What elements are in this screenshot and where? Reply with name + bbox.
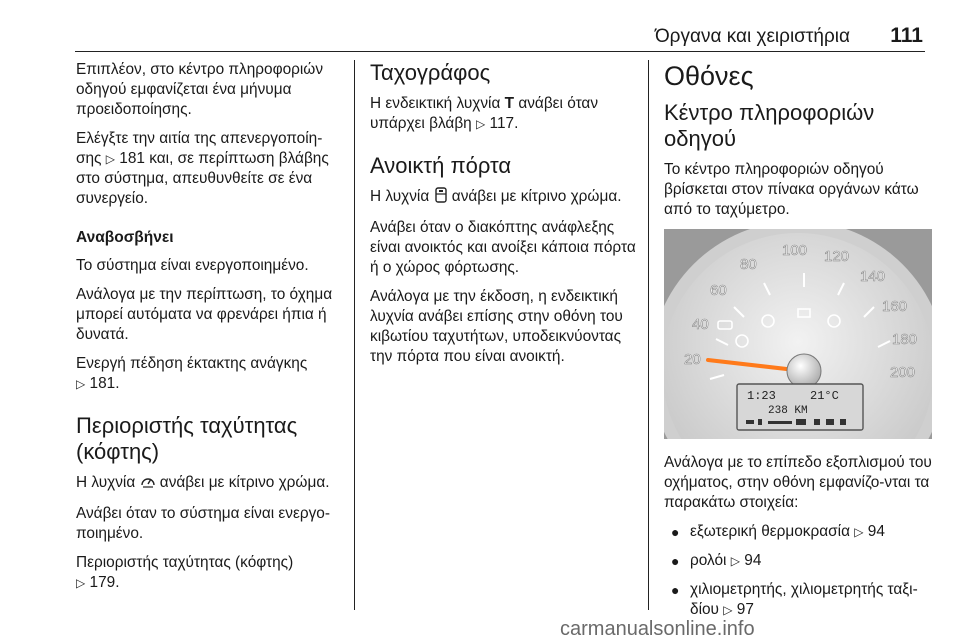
page-reference-link[interactable]: 97: [736, 601, 754, 618]
paragraph: Το κέντρο πληροφοριών οδηγού βρίσκεται στον πίνακα οργάνων κάτω από το ταχύμετρο.: [664, 161, 919, 218]
display-odometer: 238 KM: [768, 405, 808, 417]
display-temperature: 21°C: [810, 389, 839, 403]
tachograph-icon: T: [504, 95, 515, 112]
page-number: 111: [890, 24, 923, 47]
speed-label: 140: [860, 268, 886, 285]
reference-arrow-icon: ▷: [476, 117, 486, 131]
paragraph: Ανάλογα με την έκδοση, η ενδεικτική λυχνία ανάβει επίσης στην οθόνη του κιβωτίου ταχυτήτων, υποδεικνύοντας την πόρτα που είναι ανοικτή.: [370, 288, 623, 365]
header-rule: [75, 51, 925, 52]
paragraph: Ανάβει όταν ο διακόπτης ανάφλεξης είναι ανοικτός και ανοίξει κάποια πόρτα ή ο χώρος φόρτωσης.: [370, 219, 636, 276]
page-reference-link[interactable]: 179.: [89, 574, 120, 591]
list-item: ● εξωτερική θερμοκρασία ▷ 94: [671, 523, 885, 540]
column-right: [664, 60, 932, 629]
speed-label: 200: [890, 364, 916, 381]
speed-label: 40: [692, 316, 709, 333]
paragraph: Η λυχνία ανάβει με κίτρινο χρώμα.: [370, 187, 638, 209]
speed-label: 80: [740, 256, 757, 273]
page-reference-link[interactable]: 94: [744, 552, 762, 569]
list-item: ● ρολόι ▷ 94: [671, 552, 762, 569]
reference-arrow-icon: ▷: [723, 603, 733, 617]
paragraph: Ανάλογα με το επίπεδο εξοπλισμού του οχήματος, στην οθόνη εμφανίζο-νται τα παρακάτω στοιχεία:: [664, 454, 932, 511]
speed-label: 120: [824, 248, 850, 265]
bullet-icon: ●: [671, 524, 680, 540]
page-reference-link[interactable]: 181.: [89, 375, 120, 392]
speed-label: 60: [710, 282, 727, 299]
paragraph: Το σύστημα είναι ενεργοποιημένο.: [76, 257, 309, 274]
display-status-icons: [746, 419, 846, 425]
paragraph: Περιοριστής ταχύτητας (κόφτης) ▷ 179.: [76, 554, 294, 591]
reference-arrow-icon: ▷: [730, 554, 740, 568]
paragraph: Ενεργή πέδηση έκτακτης ανάγκης ▷ 181.: [76, 355, 308, 392]
page-header: [0, 22, 960, 52]
section-heading: Ανοικτή πόρτα: [370, 153, 512, 178]
paragraph: Ελέγξτε την αιτία της απενεργοποίη-σης ▷ 181 και, σε περίπτωση βλάβης στο σύστημα, απευθυνθείτε σε ένα συνεργείο.: [76, 130, 329, 207]
reference-arrow-icon: ▷: [854, 525, 864, 539]
page-reference-link[interactable]: 181: [119, 150, 145, 167]
speed-label: 100: [782, 242, 808, 259]
speed-label: 160: [882, 298, 908, 315]
page-reference-link[interactable]: 94: [867, 523, 885, 540]
needle-hub: [787, 354, 821, 388]
reference-arrow-icon: ▷: [105, 152, 115, 166]
list-item: ● χιλιομετρητής, χιλιομετρητής ταξι-δίου ▷ 97: [671, 581, 918, 618]
speed-label: 20: [684, 351, 701, 368]
paragraph: Επιπλέον, στο κέντρο πληροφοριών οδηγού εμφανίζεται ένα μήνυμα προειδοποίησης.: [76, 61, 324, 118]
page-reference-link[interactable]: 117.: [489, 115, 519, 132]
display-clock: 1:23: [747, 389, 776, 403]
open-door-icon: [434, 187, 448, 209]
subsection-heading: Κέντρο πληροφοριών οδηγού: [664, 100, 875, 151]
section-heading: Περιοριστής ταχύτητας (κόφτης): [76, 413, 298, 464]
reference-arrow-icon: ▷: [76, 576, 86, 590]
speed-limiter-icon: [140, 474, 156, 495]
paragraph: Η ενδεικτική λυχνία T ανάβει όταν υπάρχει βλάβη ▷ 117.: [370, 95, 599, 132]
paragraph: Η λυχνία ανάβει με κίτρινο χρώμα.: [76, 473, 346, 495]
column-left: [76, 60, 346, 602]
display-items-list: [664, 522, 932, 620]
column-divider-1: [354, 60, 355, 610]
bullet-icon: ●: [671, 553, 680, 569]
paragraph: Ανάβει όταν το σύστημα είναι ενεργο-ποιημένο.: [76, 505, 330, 542]
chapter-title: Όργανα και χειριστήρια: [654, 26, 850, 47]
instrument-cluster-figure: [664, 229, 932, 439]
paragraph: Ανάλογα με την περίπτωση, το όχημα μπορεί αυτόματα να φρενάρει ήπια ή δυνατά.: [76, 286, 333, 343]
bullet-icon: ●: [671, 582, 680, 598]
column-divider-2: [648, 60, 649, 610]
section-heading: Αναβοσβήνει: [76, 229, 174, 246]
column-middle: [370, 60, 638, 376]
section-heading: Ταχογράφος: [370, 60, 491, 85]
reference-arrow-icon: ▷: [76, 377, 86, 391]
watermark: carmanualsonline.info: [560, 618, 755, 640]
speed-label: 180: [892, 331, 918, 348]
section-heading: Οθόνες: [664, 61, 754, 91]
